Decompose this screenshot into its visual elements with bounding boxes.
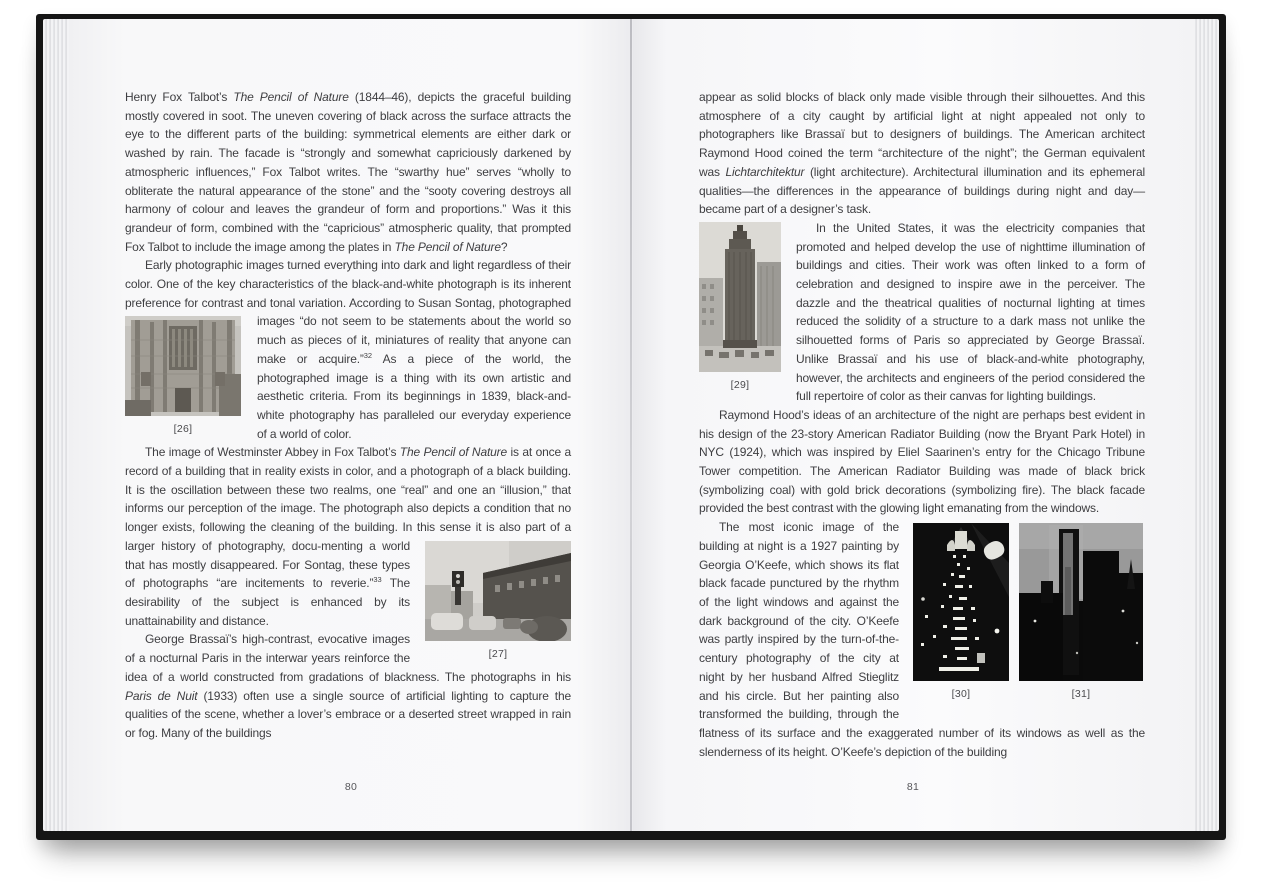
figure-photo-27-street-scene — [425, 541, 571, 664]
paragraph-text: Raymond Hood’s ideas of an architecture of the night are perhaps best evident in his design of the 23-story American Radiator Building (now the Bryant Park Hotel) in NYC (1924), which was inspired by Eliel Saarinen’s entry for the Chicago Tribune Tower competition. The American Radiator Building was made of black brick (symbolizing coal) with gold brick decorations (symbolizing fire). The black facade provided the best contrast with the glowing — [699, 407, 1145, 516]
paragraph — [125, 88, 571, 256]
figure-caption-26: [26] — [173, 423, 193, 436]
figure-photo-31-city-silhouette — [1019, 523, 1143, 704]
page-number-left: 80 — [344, 781, 358, 793]
paragraph-text: menting a world that has mostly disappeared. For Sontag, these types of photographs “are incitements to reverie.”$^{33}$ The desirability of the subject is enhanced by its unattainability and distance. — [125, 538, 410, 628]
figure-caption-30: [30] — [951, 688, 971, 701]
page-right — [633, 19, 1193, 831]
paragraph-text: Henry Fox Talbot’s The Pencil of Nature (1844–46), depicts the graceful building mostly covered in soot. The uneven covering of black across the surface attracts the eye to the different parts of the building: symmetrical elements are either dark or washed by rain. The facade is “strongly and somewhat capriciously darkened by atmospheric influences,” Fox Talbot writes. The “swarthy hue” serves “wholly to obliterate the natural appearance of the stone” and the “sooty covering destroys all harmony of colour and leaves the grandeur of form and proportions.” Was it this grandeur of form, combined with the “capricious” atmospheric quality, that prompted Fox Talbot to include the image among the plates in The Pencil of Nature? — [125, 90, 572, 254]
figure-caption-27: [27] — [488, 647, 508, 660]
figure-photo-29-radiator-building — [699, 222, 781, 395]
abbey-photo-graphic — [125, 316, 241, 416]
paragraph — [699, 219, 1145, 406]
paragraph-text: light emanating from the windows. — [922, 501, 1100, 516]
figure-caption-29: [29] — [730, 378, 750, 391]
figure-group-night-images — [913, 523, 1145, 704]
paragraph-text: Sontag, photographed images “do not seem to be statements about the world so much as pieces of it, miniatures of reality that anyone can make or acquire.”$^{32}$ As a piece of the world, the photographed image is a thing with its own artistic and aesthetic criteria. From its beginnings in 1839, black-and-white photography has paralleled our everyday experience of a world of color. — [257, 295, 571, 441]
paragraph-text: The most iconic image of the building at night is a 1927 painting by Georgia O’Keefe, which shows its flat black facade punctured by the rhythm of the light windows and against the dark background of the city. O’Keefe was partly inspired by the turn-of-the-century photography of the city at night by her husband Alfred Stieglitz and his circle. But her painting also transformed the building, through the flatness of its surface and the exaggerated number of its windows as well as the slenderness of its height. O’Keefe’s depiction of the building — [699, 520, 1145, 759]
page-edges-left — [43, 19, 69, 831]
paragraph-text: Early photographic images turned everything into dark and light regardless of their color. One of the key characteristics of the black-and-white photograph is its inherent preference for contrast and tonal variation. According to Susan — [125, 258, 571, 310]
skyscraper-photo-graphic — [699, 222, 781, 372]
page-number-right: 81 — [906, 781, 920, 793]
paragraph-text: In the United States, it was the electricity companies that promoted and helped develop the use of nighttime illumination of buildings and cities. Their work was often linked to a form of celebration and designed to inspire awe in the perceiver. The dazzle and the theatrical qualities of nocturnal lighting at times reduced the solidity of a structure to a dark mass not unlike the silhouetted forms of Paris so appreciated by George Brassaï. Unlike Brassaï and his use of black-and-white photography, however, the architects and engineers of the period considered the full repertoire of color as their canvas for lighting buildings. — [796, 220, 1145, 404]
figure-photo-26-westminster-abbey — [125, 316, 241, 439]
street-photo-graphic — [425, 541, 571, 641]
paragraph — [125, 256, 571, 443]
open-pages — [69, 19, 1193, 831]
paragraph — [699, 88, 1145, 219]
figure-caption-31: [31] — [1071, 688, 1091, 701]
paragraph-text: appear as solid blocks of black only made visible through their silhouettes. And this atmosphere of a city caught by artificial light at night appealed not only to photographers like Brassaï but to designers of buildings. The American architect Raymond Hood coined the term “architecture of the night”; the German equivalent was Lichtarchitektur (light architecture). Architectural illumination and its ephemeral qualities—the differences in the appearance of buildings during night and day—became part of a designer’s task. — [699, 90, 1146, 217]
paragraph-text: George Brassaï’s high-contrast, evocative images of a nocturnal Paris in the interwar years reinforce the idea of a world constructed from gradations of blackness. The photographs in his Paris de Nuit (1933) often use a single source of artificial lighting to capture the qualities of the scene, whether a lover’s embrace or a deserted street wrapped in rain or fog. Many of the buildings — [125, 632, 571, 740]
page-left — [69, 19, 633, 831]
paragraph — [125, 443, 571, 660]
page-edges-right — [1193, 19, 1219, 831]
night-painting-graphic — [913, 523, 1009, 681]
paragraph-text: The image of Westminster Abbey in Fox Talbot’s The Pencil of Nature is at once a record of a building that in reality exists in color, and a photograph of a black building. It is the oscillation between these two realms, one “real” and one an “illusion,” that informs our perception of the image. The photograph also depicts a condition that no longer exists, following the cleaning of the building. In this sense it is also part of a larger history of photography, docu- — [125, 445, 571, 553]
figure-photo-30-okeefe-painting — [913, 523, 1009, 704]
night-skyline-graphic — [1019, 523, 1143, 681]
book-spread — [36, 14, 1226, 840]
